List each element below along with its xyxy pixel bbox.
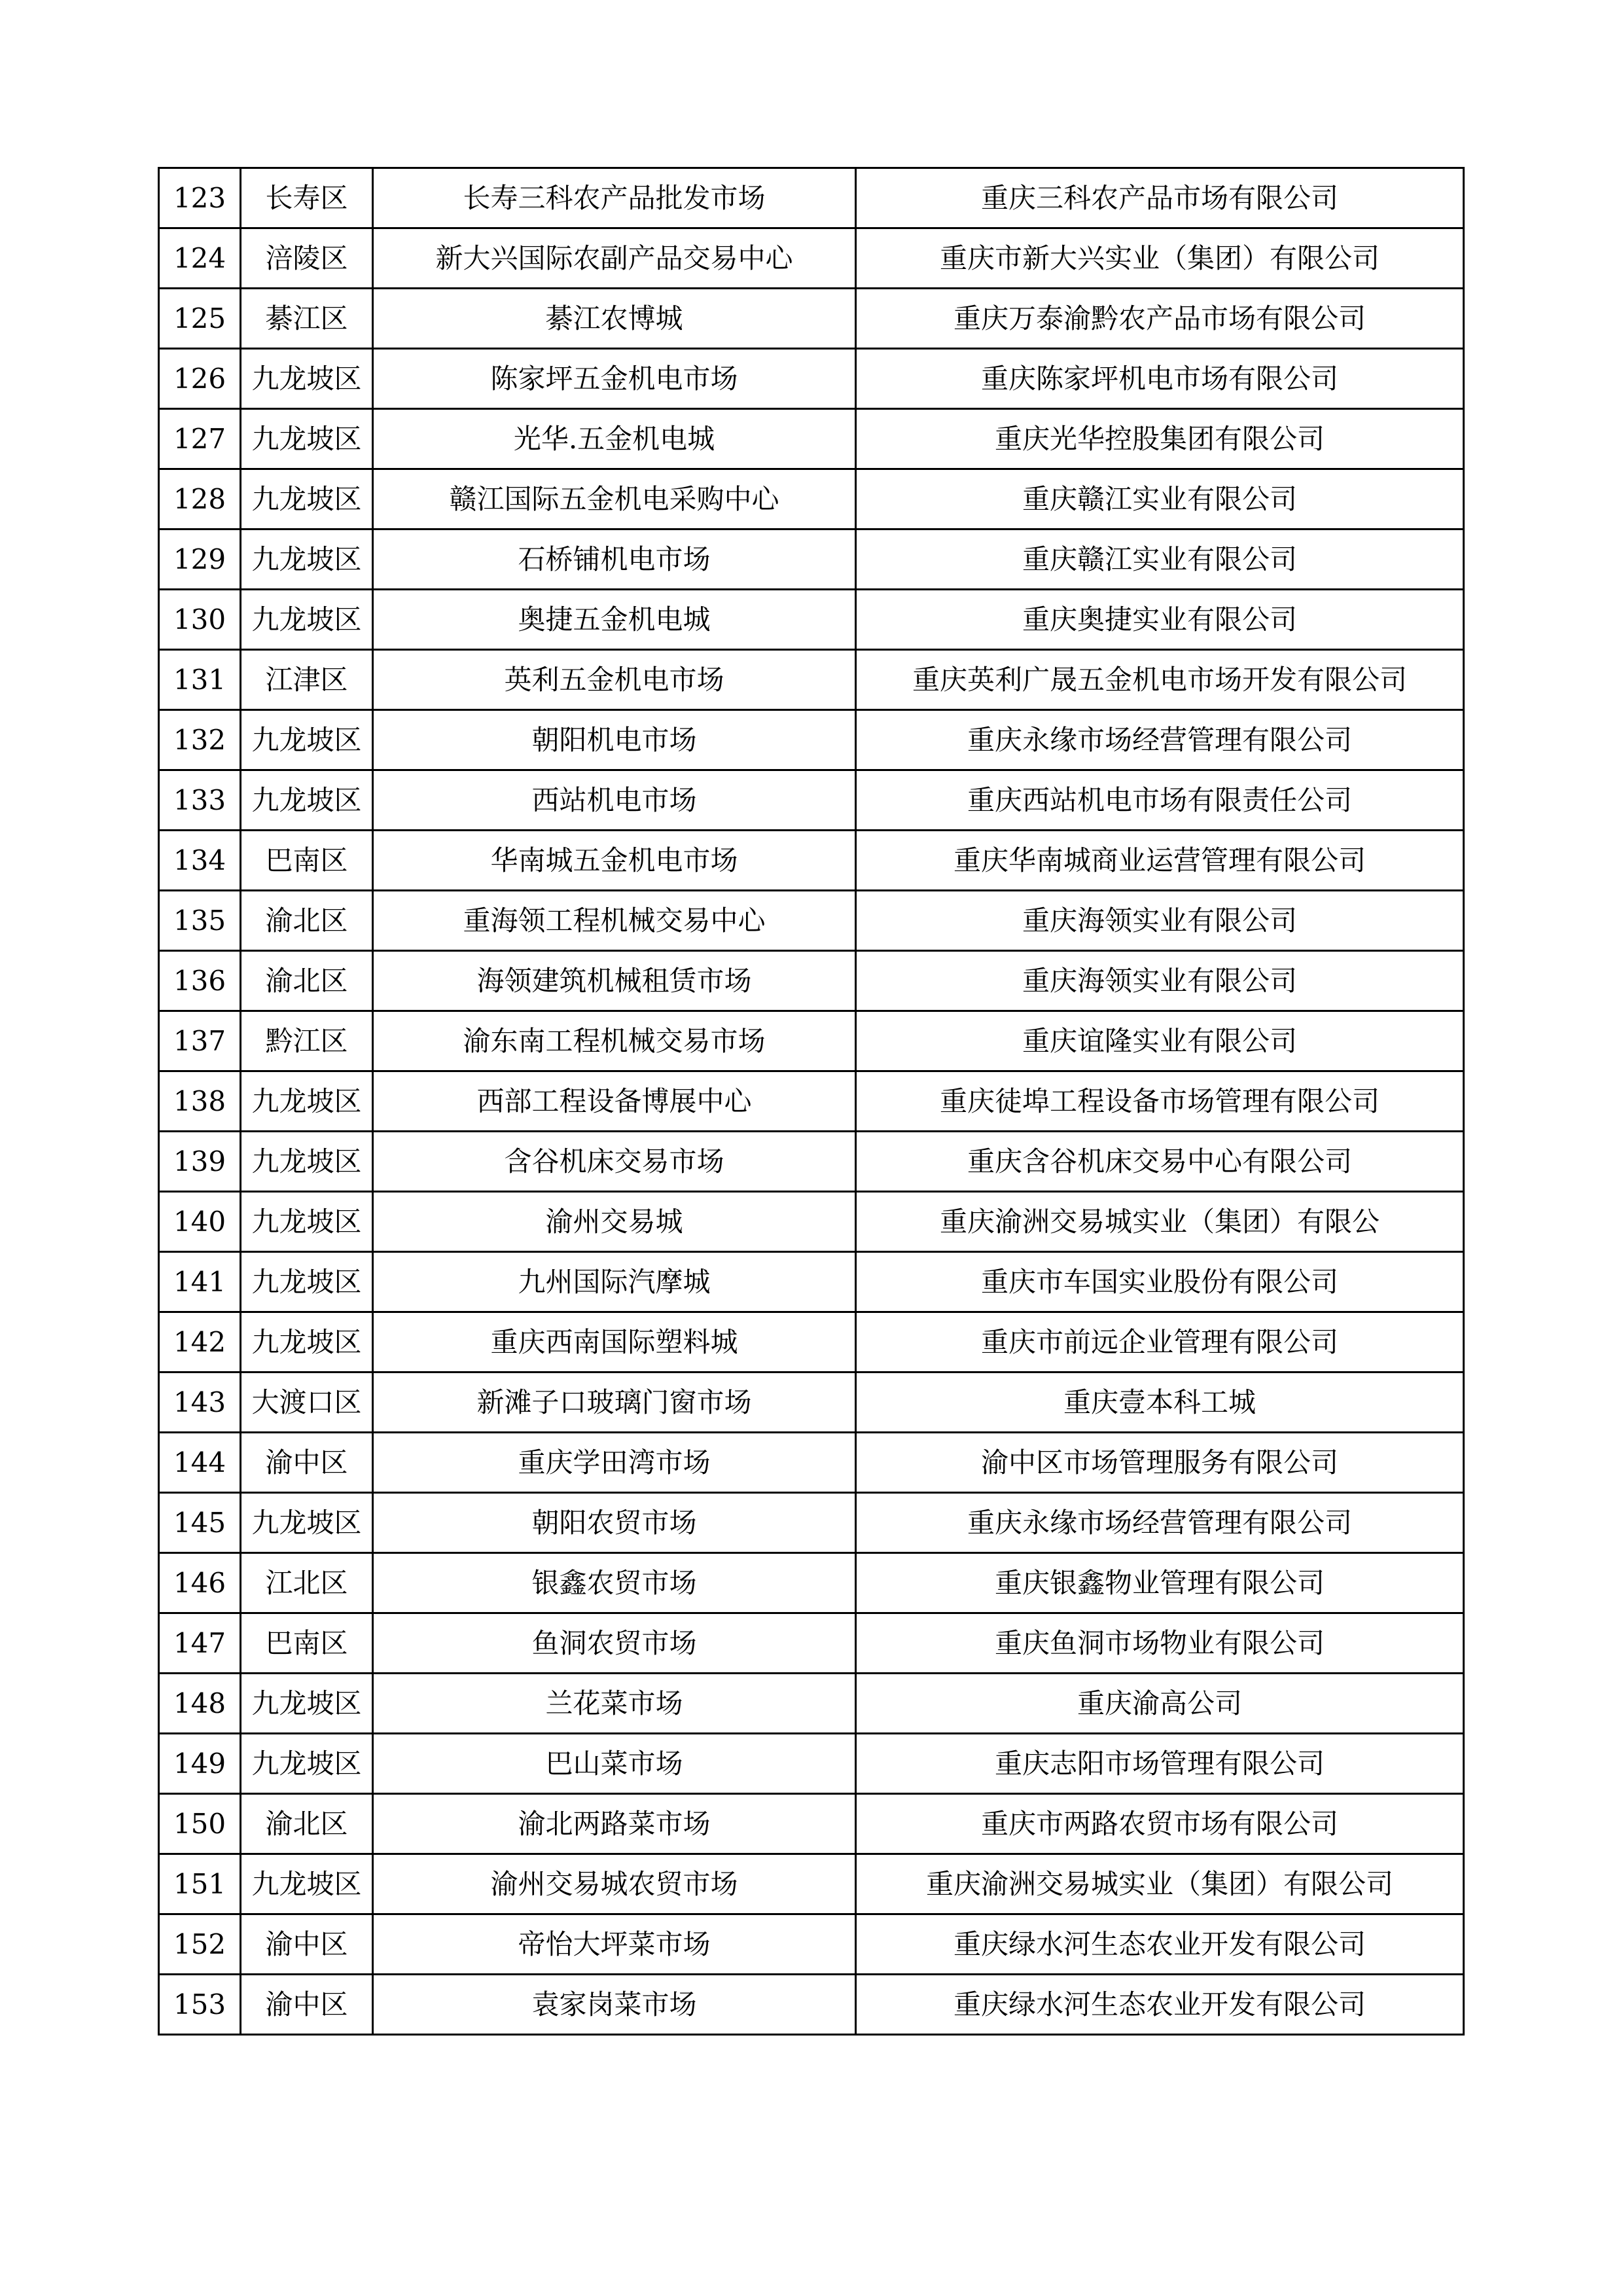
market-name-cell: 渝东南工程机械交易市场 (373, 1011, 856, 1071)
company-name-cell: 重庆鱼洞市场物业有限公司 (856, 1613, 1464, 1674)
market-table-body (159, 168, 1464, 2035)
row-number-cell: 149 (159, 1734, 241, 1794)
market-name-cell: 巴山菜市场 (373, 1734, 856, 1794)
company-name-cell: 重庆华南城商业运营管理有限公司 (856, 831, 1464, 891)
company-name-cell: 重庆海领实业有限公司 (856, 951, 1464, 1011)
market-name-cell: 华南城五金机电市场 (373, 831, 856, 891)
table-row (159, 349, 1464, 409)
table-row (159, 1613, 1464, 1674)
market-name-cell: 长寿三科农产品批发市场 (373, 168, 856, 228)
market-name-cell: 新大兴国际农副产品交易中心 (373, 228, 856, 289)
company-name-cell: 重庆壹本科工城 (856, 1372, 1464, 1433)
market-name-cell: 九州国际汽摩城 (373, 1252, 856, 1312)
market-name-cell: 鱼洞农贸市场 (373, 1613, 856, 1674)
table-row (159, 1312, 1464, 1372)
row-number-cell: 138 (159, 1071, 241, 1132)
row-number-cell: 151 (159, 1854, 241, 1914)
market-name-cell: 朝阳农贸市场 (373, 1493, 856, 1553)
table-row (159, 1734, 1464, 1794)
table-row (159, 770, 1464, 831)
market-name-cell: 渝北两路菜市场 (373, 1794, 856, 1854)
table-row (159, 891, 1464, 951)
district-cell: 綦江区 (241, 289, 373, 349)
district-cell: 黔江区 (241, 1011, 373, 1071)
row-number-cell: 148 (159, 1674, 241, 1734)
company-name-cell: 重庆渝洲交易城实业（集团）有限公 (856, 1192, 1464, 1252)
district-cell: 九龙坡区 (241, 1734, 373, 1794)
company-name-cell: 重庆赣江实业有限公司 (856, 529, 1464, 590)
district-cell: 九龙坡区 (241, 349, 373, 409)
market-name-cell: 西部工程设备博展中心 (373, 1071, 856, 1132)
company-name-cell: 重庆绿水河生态农业开发有限公司 (856, 1914, 1464, 1975)
company-name-cell: 重庆谊隆实业有限公司 (856, 1011, 1464, 1071)
table-row (159, 529, 1464, 590)
row-number-cell: 142 (159, 1312, 241, 1372)
district-cell: 巴南区 (241, 1613, 373, 1674)
district-cell: 九龙坡区 (241, 469, 373, 529)
row-number-cell: 125 (159, 289, 241, 349)
market-name-cell: 奥捷五金机电城 (373, 590, 856, 650)
company-name-cell: 重庆万泰渝黔农产品市场有限公司 (856, 289, 1464, 349)
market-name-cell: 重庆学田湾市场 (373, 1433, 856, 1493)
market-name-cell: 朝阳机电市场 (373, 710, 856, 770)
company-name-cell: 重庆渝高公司 (856, 1674, 1464, 1734)
company-name-cell: 重庆徒埠工程设备市场管理有限公司 (856, 1071, 1464, 1132)
company-name-cell: 渝中区市场管理服务有限公司 (856, 1433, 1464, 1493)
table-row (159, 1493, 1464, 1553)
table-row (159, 710, 1464, 770)
company-name-cell: 重庆海领实业有限公司 (856, 891, 1464, 951)
market-name-cell: 赣江国际五金机电采购中心 (373, 469, 856, 529)
market-name-cell: 含谷机床交易市场 (373, 1132, 856, 1192)
market-name-cell: 西站机电市场 (373, 770, 856, 831)
company-name-cell: 重庆西站机电市场有限责任公司 (856, 770, 1464, 831)
company-name-cell: 重庆市前远企业管理有限公司 (856, 1312, 1464, 1372)
district-cell: 江津区 (241, 650, 373, 710)
row-number-cell: 126 (159, 349, 241, 409)
company-name-cell: 重庆奥捷实业有限公司 (856, 590, 1464, 650)
company-name-cell: 重庆银鑫物业管理有限公司 (856, 1553, 1464, 1613)
district-cell: 九龙坡区 (241, 1252, 373, 1312)
table-row (159, 1794, 1464, 1854)
market-name-cell: 银鑫农贸市场 (373, 1553, 856, 1613)
district-cell: 九龙坡区 (241, 710, 373, 770)
district-cell: 九龙坡区 (241, 1493, 373, 1553)
market-name-cell: 英利五金机电市场 (373, 650, 856, 710)
table-row (159, 228, 1464, 289)
table-row (159, 590, 1464, 650)
market-name-cell: 袁家岗菜市场 (373, 1975, 856, 2035)
row-number-cell: 132 (159, 710, 241, 770)
market-name-cell: 石桥铺机电市场 (373, 529, 856, 590)
row-number-cell: 144 (159, 1433, 241, 1493)
market-name-cell: 兰花菜市场 (373, 1674, 856, 1734)
company-name-cell: 重庆赣江实业有限公司 (856, 469, 1464, 529)
market-name-cell: 重庆西南国际塑料城 (373, 1312, 856, 1372)
district-cell: 九龙坡区 (241, 1312, 373, 1372)
market-name-cell: 渝州交易城农贸市场 (373, 1854, 856, 1914)
row-number-cell: 131 (159, 650, 241, 710)
district-cell: 九龙坡区 (241, 1071, 373, 1132)
market-name-cell: 渝州交易城 (373, 1192, 856, 1252)
district-cell: 渝中区 (241, 1433, 373, 1493)
company-name-cell: 重庆市车国实业股份有限公司 (856, 1252, 1464, 1312)
company-name-cell: 重庆市新大兴实业（集团）有限公司 (856, 228, 1464, 289)
row-number-cell: 139 (159, 1132, 241, 1192)
company-name-cell: 重庆志阳市场管理有限公司 (856, 1734, 1464, 1794)
table-row (159, 1854, 1464, 1914)
row-number-cell: 145 (159, 1493, 241, 1553)
market-name-cell: 綦江农博城 (373, 289, 856, 349)
district-cell: 渝北区 (241, 891, 373, 951)
row-number-cell: 136 (159, 951, 241, 1011)
district-cell: 九龙坡区 (241, 1132, 373, 1192)
district-cell: 涪陵区 (241, 228, 373, 289)
market-table (158, 167, 1465, 2036)
row-number-cell: 147 (159, 1613, 241, 1674)
market-name-cell: 陈家坪五金机电市场 (373, 349, 856, 409)
table-row (159, 1071, 1464, 1132)
district-cell: 巴南区 (241, 831, 373, 891)
market-name-cell: 重海领工程机械交易中心 (373, 891, 856, 951)
row-number-cell: 127 (159, 409, 241, 469)
market-name-cell: 海领建筑机械租赁市场 (373, 951, 856, 1011)
district-cell: 大渡口区 (241, 1372, 373, 1433)
company-name-cell: 重庆市两路农贸市场有限公司 (856, 1794, 1464, 1854)
table-row (159, 1674, 1464, 1734)
row-number-cell: 130 (159, 590, 241, 650)
table-row (159, 1553, 1464, 1613)
row-number-cell: 134 (159, 831, 241, 891)
company-name-cell: 重庆绿水河生态农业开发有限公司 (856, 1975, 1464, 2035)
district-cell: 九龙坡区 (241, 590, 373, 650)
row-number-cell: 135 (159, 891, 241, 951)
row-number-cell: 141 (159, 1252, 241, 1312)
row-number-cell: 124 (159, 228, 241, 289)
company-name-cell: 重庆含谷机床交易中心有限公司 (856, 1132, 1464, 1192)
company-name-cell: 重庆三科农产品市场有限公司 (856, 168, 1464, 228)
row-number-cell: 137 (159, 1011, 241, 1071)
table-row (159, 1372, 1464, 1433)
table-row (159, 1132, 1464, 1192)
table-row (159, 1252, 1464, 1312)
row-number-cell: 123 (159, 168, 241, 228)
table-row (159, 168, 1464, 228)
row-number-cell: 146 (159, 1553, 241, 1613)
market-name-cell: 新滩子口玻璃门窗市场 (373, 1372, 856, 1433)
table-row (159, 1975, 1464, 2035)
table-row (159, 1011, 1464, 1071)
district-cell: 渝北区 (241, 951, 373, 1011)
market-name-cell: 光华.五金机电城 (373, 409, 856, 469)
company-name-cell: 重庆光华控股集团有限公司 (856, 409, 1464, 469)
row-number-cell: 143 (159, 1372, 241, 1433)
table-row (159, 409, 1464, 469)
district-cell: 江北区 (241, 1553, 373, 1613)
district-cell: 九龙坡区 (241, 1192, 373, 1252)
table-row (159, 1433, 1464, 1493)
district-cell: 渝中区 (241, 1914, 373, 1975)
district-cell: 九龙坡区 (241, 409, 373, 469)
table-row (159, 289, 1464, 349)
company-name-cell: 重庆永缘市场经营管理有限公司 (856, 710, 1464, 770)
table-row (159, 469, 1464, 529)
district-cell: 九龙坡区 (241, 1674, 373, 1734)
company-name-cell: 重庆陈家坪机电市场有限公司 (856, 349, 1464, 409)
table-row (159, 650, 1464, 710)
district-cell: 九龙坡区 (241, 770, 373, 831)
market-name-cell: 帝怡大坪菜市场 (373, 1914, 856, 1975)
row-number-cell: 133 (159, 770, 241, 831)
row-number-cell: 129 (159, 529, 241, 590)
district-cell: 渝北区 (241, 1794, 373, 1854)
table-row (159, 831, 1464, 891)
company-name-cell: 重庆英利广晟五金机电市场开发有限公司 (856, 650, 1464, 710)
row-number-cell: 140 (159, 1192, 241, 1252)
district-cell: 九龙坡区 (241, 1854, 373, 1914)
row-number-cell: 128 (159, 469, 241, 529)
district-cell: 九龙坡区 (241, 529, 373, 590)
district-cell: 渝中区 (241, 1975, 373, 2035)
district-cell: 长寿区 (241, 168, 373, 228)
table-row (159, 1192, 1464, 1252)
table-row (159, 951, 1464, 1011)
company-name-cell: 重庆永缘市场经营管理有限公司 (856, 1493, 1464, 1553)
company-name-cell: 重庆渝洲交易城实业（集团）有限公司 (856, 1854, 1464, 1914)
table-row (159, 1914, 1464, 1975)
row-number-cell: 153 (159, 1975, 241, 2035)
row-number-cell: 150 (159, 1794, 241, 1854)
row-number-cell: 152 (159, 1914, 241, 1975)
